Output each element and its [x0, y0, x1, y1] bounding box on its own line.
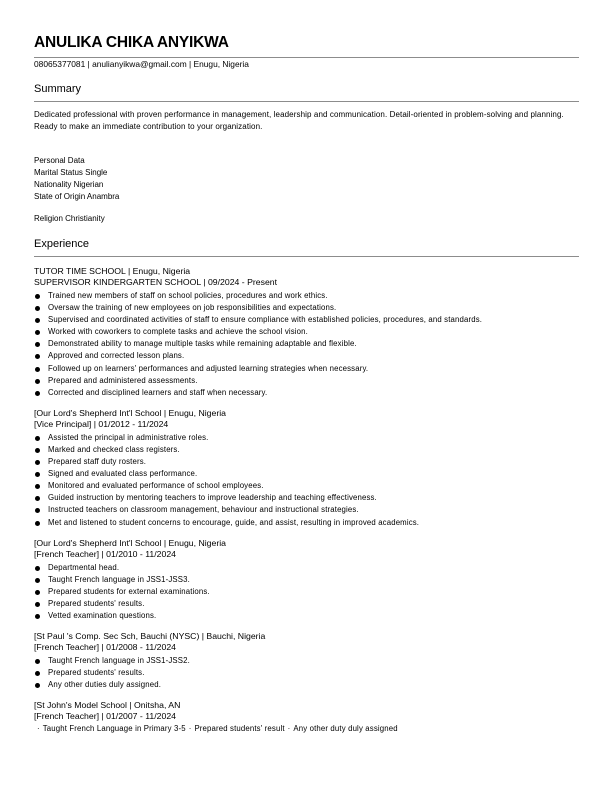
list-item: Signed and evaluated class performance. [34, 468, 579, 480]
list-item: Met and listened to student concerns to encourage, guide, and assist, resulting in improved academics. [34, 517, 579, 529]
header-divider [34, 57, 579, 58]
bullet-icon [35, 306, 40, 311]
list-item: Approved and corrected lesson plans. [34, 350, 579, 362]
inline-duty: Prepared students' result [194, 724, 285, 734]
experience-divider [34, 256, 579, 257]
list-item: Supervised and coordinated activities of staff to ensure compliance with established policies, procedures, and standards. [34, 314, 579, 326]
job-duties-inline [34, 723, 579, 735]
personal-data-line: State of Origin Anambra [34, 192, 120, 201]
job-entry [34, 630, 579, 691]
list-item: Taught French language in JSS1-JSS3. [34, 574, 579, 586]
summary-heading: Summary [34, 83, 82, 95]
job-role: SUPERVISOR KINDERGARTEN SCHOOL | 09/2024 - Present [34, 277, 278, 287]
personal-data [34, 155, 579, 203]
bullet-icon [35, 379, 40, 384]
inline-duty: Taught French Language in Primary 3-5 [42, 724, 186, 734]
bullet-icon [35, 590, 40, 595]
bullet-icon [35, 578, 40, 583]
job-employer: [Our Lord's Shepherd Int'l School | Enugu, Nigeria [34, 407, 226, 418]
list-item: Departmental head. [34, 562, 579, 574]
list-item: Worked with coworkers to complete tasks and achieve the school vision. [34, 326, 579, 338]
bullet-icon [35, 484, 40, 489]
list-item: Demonstrated ability to manage multiple tasks while remaining adaptable and flexible. [34, 338, 579, 350]
job-duties [34, 655, 579, 691]
bullet-icon [35, 330, 40, 335]
list-item: Vetted examination questions. [34, 610, 579, 622]
list-item: Instructed teachers on classroom management, behaviour and instructional strategies. [34, 504, 579, 516]
bullet-icon [35, 354, 40, 359]
job-entry [34, 537, 579, 622]
list-item: Assisted the principal in administrative roles. [34, 432, 579, 444]
bullet-icon [35, 683, 40, 688]
list-item: Prepared students for external examinations. [34, 586, 579, 598]
job-role: [French Teacher] | 01/2008 - 11/2024 [34, 642, 176, 653]
list-item: Prepared students' results. [34, 598, 579, 610]
job-entry [34, 265, 579, 399]
bullet-icon [35, 318, 40, 323]
list-item: Trained new members of staff on school policies, procedures and work ethics. [34, 290, 579, 302]
bullet-icon [35, 508, 40, 513]
bullet-icon [35, 460, 40, 465]
job-role: [French Teacher] | 01/2010 - 11/2024 [34, 548, 176, 559]
personal-data-line: Personal Data [34, 156, 85, 165]
separator-dot: · [37, 724, 40, 734]
job-employer: TUTOR TIME SCHOOL | Enugu, Nigeria [34, 266, 191, 276]
contact-line: 08065377081 | anulianyikwa@gmail.com | Enugu, Nigeria [34, 59, 249, 69]
job-employer: [St Paul 's Comp. Sec Sch, Bauchi (NYSC) | Bauchi, Nigeria [34, 631, 266, 642]
list-item: Monitored and evaluated performance of school employees. [34, 480, 579, 492]
list-item: Guided instruction by mentoring teachers to improve leadership and teaching effectiveness. [34, 492, 579, 504]
bullet-icon [35, 496, 40, 501]
bullet-icon [35, 614, 40, 619]
bullet-icon [35, 342, 40, 347]
bullet-icon [35, 367, 40, 372]
inline-duty: Any other duty duly assigned [293, 724, 398, 734]
summary-divider [34, 101, 579, 102]
bullet-icon [35, 294, 40, 299]
list-item: Taught French language in JSS1-JSS2. [34, 655, 579, 667]
personal-data-line: Nationality Nigerian [34, 180, 104, 189]
bullet-icon [35, 448, 40, 453]
job-duties [34, 562, 579, 622]
job-role: [Vice Principal] | 01/2012 - 11/2024 [34, 418, 169, 429]
bullet-icon [35, 391, 40, 396]
job-entry [34, 699, 579, 735]
job-employer: [Our Lord's Shepherd Int'l School | Enugu, Nigeria [34, 537, 226, 548]
candidate-name: ANULIKA CHIKA ANYIKWA [34, 34, 229, 51]
list-item: Any other duties duly assigned. [34, 679, 579, 691]
resume-page [34, 34, 579, 735]
list-item: Prepared staff duty rosters. [34, 456, 579, 468]
job-role: [French Teacher] | 01/2007 - 11/2024 [34, 711, 176, 722]
list-item: Followed up on learners' performances and adjusted learning strategies when necessary. [34, 363, 579, 375]
list-item: Oversaw the training of new employees on job responsibilities and expectations. [34, 302, 579, 314]
job-duties [34, 432, 579, 529]
list-item: Corrected and disciplined learners and staff when necessary. [34, 387, 579, 399]
religion-line: Religion Christianity [34, 214, 105, 223]
bullet-icon [35, 566, 40, 571]
experience-heading: Experience [34, 238, 90, 250]
list-item: Prepared and administered assessments. [34, 375, 579, 387]
personal-data-line: Marital Status Single [34, 168, 108, 177]
bullet-icon [35, 671, 40, 676]
bullet-icon [35, 436, 40, 441]
bullet-icon [35, 659, 40, 664]
list-item: Prepared students' results. [34, 667, 579, 679]
job-entry [34, 407, 579, 529]
job-employer: [St John's Model School | Onitsha, AN [34, 700, 181, 711]
job-duties [34, 290, 579, 399]
separator-dot: · [287, 724, 291, 734]
separator-dot: · [188, 724, 192, 734]
bullet-icon [35, 602, 40, 607]
bullet-icon [35, 521, 40, 526]
summary-text: Dedicated professional with proven performance in management, leadership and communication. Detail-oriented in problem-solving and planning. Ready to make an immediate contribution to your organization. [34, 110, 564, 131]
list-item: Marked and checked class registers. [34, 444, 579, 456]
bullet-icon [35, 472, 40, 477]
